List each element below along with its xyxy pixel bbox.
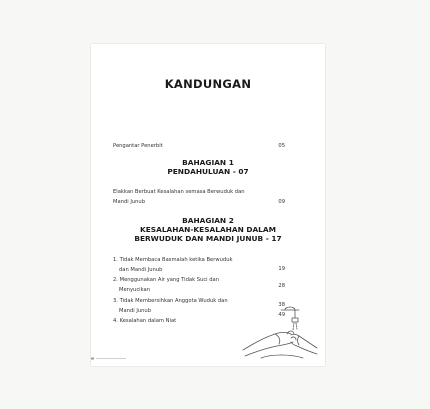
toc-entry-part1-line1: Elakkan Berbuat Kesalahan semasa Berwuduk dan xyxy=(113,189,245,195)
toc-entry-2-line2: Menyucikan xyxy=(119,287,150,293)
toc-entry-1-line2: dan Mandi Junub xyxy=(119,267,163,273)
toc-entry-4-line1: 4. Kesalahan dalam Niat xyxy=(113,318,177,324)
toc-entry-1-page: 19 xyxy=(278,266,285,272)
toc-entry-1-line1: 1. Tidak Membaca Basmalah ketika Berwuduk xyxy=(113,257,233,263)
hand-washing-illustration xyxy=(241,304,319,360)
document-page xyxy=(91,44,325,366)
part1-heading-line1: BAHAGIAN 1 xyxy=(182,158,234,167)
toc-entry-4-page: 49 xyxy=(278,312,285,318)
toc-entry-3-line2: Mandi Junub xyxy=(119,308,152,314)
toc-entry-preface-page: 05 xyxy=(278,143,285,149)
toc-entry-3-page: 38 xyxy=(278,302,285,308)
toc-entry-part1-page: 09 xyxy=(278,199,285,205)
part2-heading-line2: KESALAHAN-KESALAHAN DALAM xyxy=(140,225,276,234)
part2-heading xyxy=(121,216,295,243)
part2-heading-line1: BAHAGIAN 2 xyxy=(182,216,234,225)
toc-entry-2-line1: 2. Menggunakan Air yang Tidak Suci dan xyxy=(113,277,220,283)
page-title: KANDUNGAN xyxy=(164,77,252,91)
toc-entry-3-line1: 3. Tidak Membersihkan Anggota Wuduk dan xyxy=(113,298,228,304)
part1-heading xyxy=(121,158,295,176)
toc-entry-part1-line2: Mandi Junub xyxy=(113,199,146,205)
part1-heading-line2: PENDAHULUAN - 07 xyxy=(167,167,249,176)
part2-heading-line3: BERWUDUK DAN MANDI JUNUB - 17 xyxy=(134,234,282,243)
toc-entry-2-page: 28 xyxy=(278,283,285,289)
footer-decoration xyxy=(91,357,129,360)
toc-entry-preface-label: Pengantar Penerbit xyxy=(113,143,163,149)
